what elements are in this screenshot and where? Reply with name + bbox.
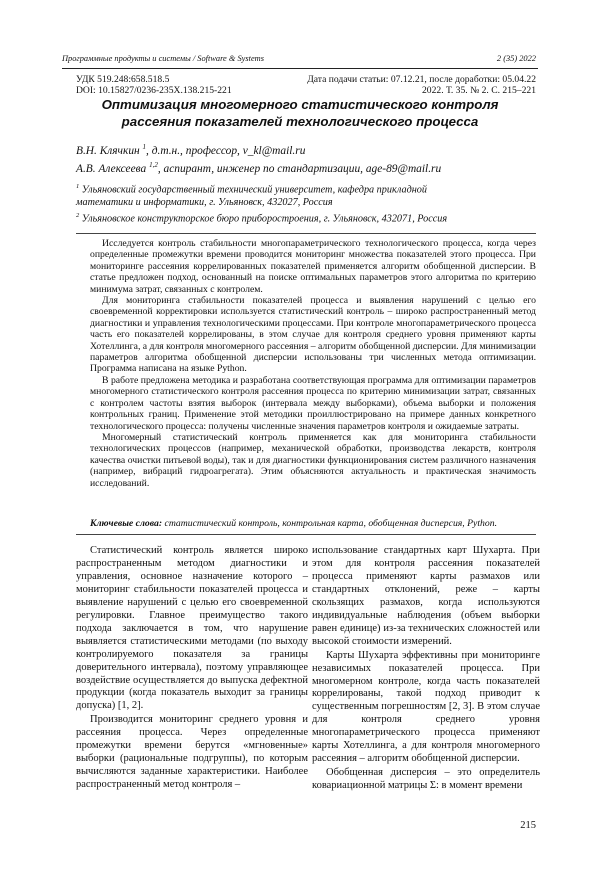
abstract — [90, 238, 536, 489]
affiliation-1-cont: математики и информатики, г. Ульяновск, 432027, Россия — [76, 196, 333, 208]
title-line-2: рассеяния показателей технологического процесса — [121, 113, 479, 129]
abstract-paragraph: Для мониторинга стабильности показателей процесса и выявления нарушений с целью его своевременной корректировки используется статистический контроль – широко распространенный метод диагностики и управления технологическими процессами. При контроле многопараметрического процесса часть его показателей коррелированы, в этом случае для контроля среднего уровня применяют карты Хотеллинга, а для контроля многомерного рассеяния – алгоритм обобщенной дисперсии. Для минимизации параметров алгоритма обобщенной дисперсии использованы три численных метода оптимизации. Программа написана на языке Python. — [90, 295, 536, 375]
affiliation-mark: 1 — [76, 183, 80, 190]
abstract-paragraph: Многомерный статистический контроль применяется как для мониторинга стабильности технологических процессов (например, механической обработки, производства лекарств, контроля качества очистки питьевой воды), так и для диагностики функционирования систем различного назначения (например, вибраций гидроагрегата). Этим объясняются актуальность и практическая значимость исследований. — [90, 431, 536, 489]
affiliation-2 — [76, 210, 538, 226]
title-line-1: Оптимизация многомерного статистического контроля — [101, 97, 499, 112]
author-1 — [76, 140, 441, 158]
author-affil-mark: 1,2 — [149, 161, 158, 170]
keywords-text: статистический контроль, контрольная карта, обобщенная дисперсия, Python. — [164, 518, 497, 529]
body-paragraph: Обобщенная дисперсия – это определитель ковариационной матрицы Σ: в момент времени — [312, 767, 540, 792]
abstract-paragraph: Исследуется контроль стабильности многопараметрического технологического процесса, когда через определенные промежутки времени проводится мониторинг множества показателей этого процесса. При мониторинге рассеяния коррелированных показателей применяется алгоритм обобщенной дисперсии. В статье предложен подход, основанный на поиске оптимальных параметров этого алгоритма по критерию минимума затрат, связанных с контролем. — [90, 238, 536, 295]
body-paragraph: Производится мониторинг среднего уровня и рассеяния процесса. Через определенные промежутки времени берутся «мгновенные» выборки (рациональные подгруппы), по которым вычисляются заданные характеристики. Наиболее распространенный метод контроля – — [76, 714, 308, 791]
page-number: 215 — [520, 820, 536, 831]
abstract-bottom-rule — [76, 534, 536, 535]
journal-header: Программные продукты и системы / Software & Systems — [62, 54, 264, 63]
affiliation-line: Ульяновский государственный технический университет, кафедра прикладной — [81, 184, 427, 196]
author-name: А.В. Алексеева — [76, 163, 147, 176]
header-divider — [62, 68, 538, 69]
publication-dates — [307, 74, 536, 97]
author-2 — [76, 158, 441, 176]
author-list — [76, 140, 441, 177]
identifiers — [76, 74, 232, 97]
keywords — [90, 518, 536, 529]
author-affil-mark: 1 — [142, 143, 147, 151]
author-name: В.Н. Клячкин — [76, 144, 140, 157]
author-details: , д.т.н., профессор, v_kl@mail.ru — [146, 144, 306, 157]
affiliation-list — [76, 181, 538, 226]
affiliation-1 — [76, 181, 538, 197]
body-column-left — [76, 545, 308, 793]
body-paragraph: использование стандартных карт Шухарта. При этом для контроля рассеяния показателей процесса применяют карты размахов или стандартных отклонений, реже – карты скользящих размахов, когда используются индивидуальные наблюдения (объем выборки равен единице) из-за технических сложностей или высокой стоимости измерений. — [312, 545, 540, 647]
submission-dates: Дата подачи статьи: 07.12.21, после доработки: 05.04.22 — [307, 74, 536, 85]
affiliation-mark: 2 — [76, 211, 80, 219]
issue-number: 2 (35) 2022 — [496, 54, 536, 63]
body-paragraph: Статистический контроль является широко распространенным методом диагностики и управления, основное назначение которого – мониторинг стабильности показателей процесса и выявление нарушений с целью его своевременной регулировки. Главное преимущество такого подхода заключается в том, что нарушение выявляется статистическими методами (по выходу контролируемого показателя за границы доверительного интервала), поэтому управляющее воздействие осуществляется до выпуска дефектной продукции (когда показатель выходит за границы допуска) [1, 2]. — [76, 545, 308, 712]
affiliation-line: Ульяновское конструкторское бюро приборостроения, г. Ульяновск, 432071, Россия — [81, 212, 448, 224]
abstract-paragraph: В работе предложена методика и разработана соответствующая программа для оптимизации параметров многомерного статистического контроля рассеяния процесса по критерию минимизации затрат, связанных с контролем частоты взятия выборок (интервала между выборками), объема выборки и положения контрольных границ. Применение этой методики проиллюстрировано на примере данных конкретного технологического процесса: получены численные значения параметров контроля и ожидаемые затраты. — [90, 374, 536, 432]
doi: DOI: 10.15827/0236-235X.138.215-221 — [76, 85, 232, 97]
body-paragraph: Карты Шухарта эффективны при мониторинге независимых показателей процесса. При многомерном контроле, когда часть показателей коррелированы, такой подход приводит к существенным погрешностям [2, 3]. В этом случае для контроля среднего уровня многопараметрического процесса применяют карты Хотеллинга, а для контроля многомерного рассеяния – алгоритм обобщенной дисперсии. — [312, 649, 540, 765]
volume-pages: 2022. Т. 35. № 2. С. 215–221 — [422, 85, 536, 97]
article-title — [64, 97, 536, 130]
author-details: , аспирант, инженер по стандартизации, age-89@mail.ru — [157, 163, 442, 176]
body-column-right — [312, 545, 540, 794]
keywords-label: Ключевые слова: — [90, 518, 163, 529]
udk-code: УДК 519.248:658.518.5 — [76, 74, 170, 85]
